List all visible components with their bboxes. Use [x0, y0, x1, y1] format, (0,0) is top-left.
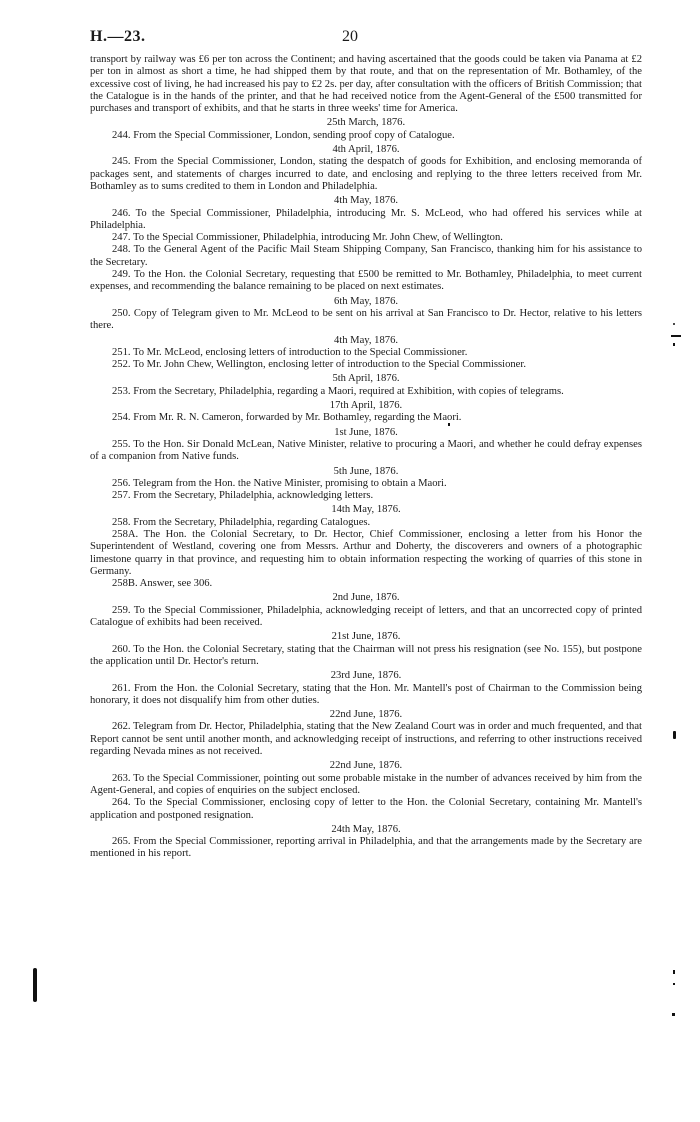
correspondence-entry: 265. From the Special Commissioner, reporting arrival in Philadelphia, and that the arrangements made by the Secretary are mentioned in his report.	[90, 836, 642, 860]
correspondence-entry: 251. To Mr. McLeod, enclosing letters of introduction to the Special Commissioner.	[112, 346, 468, 358]
correspondence-entry: 247. To the Special Commissioner, Philadelphia, introducing Mr. John Chew, of Wellington.	[112, 232, 503, 244]
margin-ink-mark	[673, 323, 675, 325]
correspondence-entry: 258. From the Secretary, Philadelphia, regarding Catalogues.	[112, 516, 371, 528]
correspondence-entry: 259. To the Special Commissioner, Philadelphia, acknowledging receipt of letters, and that an uncorrected copy of printed Catalogue of exhibits had been received.	[90, 604, 642, 629]
correspondence-entry: 245. From the Special Commissioner, London, stating the despatch of goods for Exhibition, and enclosing memoranda of packages sent, and statements of charges incurred to date, and enclosing and replying to the three letters received from Mr. Bothamley as to sums credited to them in London and Philadelphia.	[90, 156, 642, 192]
margin-ink-mark	[448, 423, 450, 426]
correspondence-entry: 250. Copy of Telegram given to Mr. McLeod to be sent on his arrival at San Francisco to Dr. Hector, relative to his letters there.	[90, 307, 642, 332]
correspondence-entry: 260. To the Hon. the Colonial Secretary, stating that the Chairman will not press his resignation (see No. 155), but postpone the application until Dr. Hector's return.	[90, 643, 642, 667]
correspondence-entry: 248. To the General Agent of the Pacific Mail Steam Shipping Company, San Francisco, thanking him for his assistance to the Secretary.	[90, 244, 642, 268]
date-heading: 25th March, 1876.	[326, 117, 406, 129]
correspondence-entry: 263. To the Special Commissioner, pointing out some probable mistake in the number of advances received by him from the Agent-General, and copies of enquiries on the subject enclosed.	[90, 772, 642, 796]
correspondence-entry: 254. From Mr. R. N. Cameron, forwarded by Mr. Bothamley, regarding the Maori.	[112, 412, 462, 424]
correspondence-entry: 257. From the Secretary, Philadelphia, acknowledging letters.	[112, 490, 374, 502]
paper-reference: H.—23.	[90, 28, 146, 45]
margin-ink-mark	[673, 983, 675, 985]
margin-ink-mark	[672, 1013, 675, 1016]
correspondence-entry: 249. To the Hon. the Colonial Secretary, requesting that £500 be remitted to Mr. Bothamley, Philadelphia, to meet current expenses, and recommending the balance remaining to be placed on next estimates.	[90, 269, 642, 293]
correspondence-entry: 253. From the Secretary, Philadelphia, regarding a Maori, required at Exhibition, with copies of telegrams.	[112, 385, 564, 397]
correspondence-entry: 261. From the Hon. the Colonial Secretary, stating that the Hon. Mr. Mantell's post of Chairman to the Commission being honorary, it does not disqualify him from other duties.	[90, 682, 642, 706]
margin-ink-mark	[673, 970, 675, 974]
date-heading: 14th May, 1876.	[331, 504, 401, 516]
correspondence-entry: 258B. Answer, see 306.	[112, 578, 213, 590]
margin-ink-mark	[673, 731, 676, 739]
date-heading: 22nd June, 1876.	[329, 760, 403, 772]
correspondence-entry: 244. From the Special Commissioner, London, sending proof copy of Catalogue.	[112, 129, 455, 141]
date-heading: 17th April, 1876.	[329, 400, 403, 412]
date-heading: 22nd June, 1876.	[329, 709, 403, 721]
date-heading: 23rd June, 1876.	[330, 670, 402, 682]
page-number: 20	[342, 28, 358, 45]
date-heading: 4th April, 1876.	[332, 144, 400, 156]
continuation-paragraph: transport by railway was £6 per ton across the Continent; and having ascertained that the goods could be taken via Panama at £2 per ton in almost as short a time, he had shipped them by that route, and that on the representation of Mr. Bothamley, of the excessive cost of living, he had increased his pay to £2 2s. per day, after consultation with the officers of British Commission; that the Catalogue is in the hands of the printer, and that he had received notice from the Agent-General of the £500 transmitted for purchases and transport of exhibits, and that he starts in three weeks' time for America.	[90, 54, 642, 115]
correspondence-entry: 264. To the Special Commissioner, enclosing copy of letter to the Hon. the Colonial Secretary, containing Mr. Mantell's application and postponed resignation.	[90, 797, 642, 821]
date-heading: 2nd June, 1876.	[332, 592, 400, 604]
correspondence-entry: 258A. The Hon. the Colonial Secretary, to Dr. Hector, Chief Commissioner, enclosing a letter from his Honor the Superintendent of Westland, covering one from Messrs. Arthur and Doherty, the discoverers and owners of a photographic limestone quarry in that province, and requesting him to obtain information respecting the working of quarries of this stone in Germany.	[90, 528, 642, 577]
correspondence-entry: 246. To the Special Commissioner, Philadelphia, introducing Mr. S. McLeod, who had offered his services while at Philadelphia.	[90, 207, 642, 231]
date-heading: 1st June, 1876.	[334, 426, 398, 438]
correspondence-entry: 255. To the Hon. Sir Donald McLean, Native Minister, relative to procuring a Maori, and whether he could defray expenses of a companion from Native funds.	[90, 438, 642, 463]
date-heading: 4th May, 1876.	[333, 195, 399, 207]
correspondence-entry: 256. Telegram from the Hon. the Native Minister, promising to obtain a Maori.	[112, 477, 447, 489]
body-text	[90, 54, 642, 861]
margin-ink-mark	[33, 968, 37, 1002]
date-heading: 5th June, 1876.	[333, 465, 399, 477]
date-heading: 5th April, 1876.	[332, 373, 400, 385]
margin-ink-mark	[673, 343, 675, 346]
date-heading: 24th May, 1876.	[331, 823, 401, 835]
margin-ink-mark	[671, 335, 681, 337]
date-heading: 6th May, 1876.	[333, 295, 399, 307]
correspondence-entry: 262. Telegram from Dr. Hector, Philadelphia, stating that the New Zealand Court was in order and much frequented, and that Report cannot be sent until another month, and acknowledging receipt of instructions, and referring to other instructions received regarding Nevada mines as not received.	[90, 721, 642, 758]
correspondence-entry: 252. To Mr. John Chew, Wellington, enclosing letter of introduction to the Special Commissioner.	[112, 359, 526, 371]
date-heading: 21st June, 1876.	[331, 631, 401, 643]
date-heading: 4th May, 1876.	[333, 334, 399, 346]
